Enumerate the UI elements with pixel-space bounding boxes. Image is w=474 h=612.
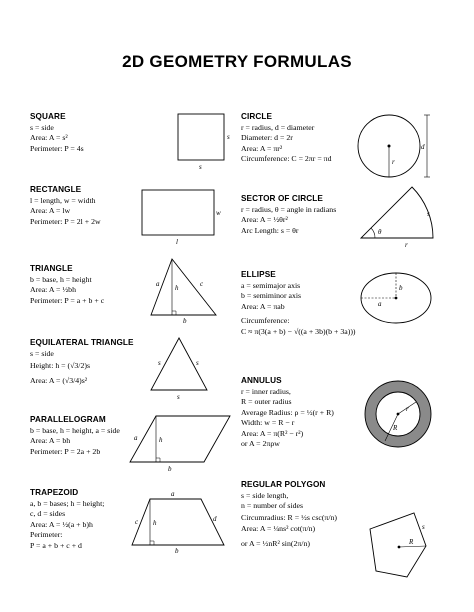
parallelogram-line: b = base, h = height, a = side (30, 426, 120, 435)
svg-text:s: s (427, 210, 430, 218)
annulus-section (241, 376, 334, 449)
square-figure (170, 110, 230, 170)
parallelogram-heading: PARALLELOGRAM (30, 415, 106, 424)
triangle-section (30, 264, 104, 306)
regular-polygon-section (241, 480, 337, 549)
svg-text:b: b (168, 465, 172, 473)
trapezoid-line: P = a + b + c + d (30, 540, 82, 550)
triangle-figure (145, 256, 225, 326)
square-section (30, 112, 84, 154)
rectangle-heading: RECTANGLE (30, 185, 82, 194)
page-title: 2D GEOMETRY FORMULAS (122, 52, 352, 71)
trapezoid-section (30, 488, 104, 551)
sector-heading: SECTOR OF CIRCLE (241, 194, 323, 203)
svg-text:w: w (216, 209, 221, 217)
svg-text:a: a (378, 300, 382, 308)
parallelogram-section (30, 415, 120, 457)
svg-text:R: R (409, 538, 414, 546)
svg-text:s: s (422, 523, 425, 531)
svg-text:a: a (171, 490, 175, 498)
svg-text:s: s (199, 163, 202, 171)
svg-text:h: h (153, 519, 157, 527)
triangle-heading: TRIANGLE (30, 264, 73, 273)
ellipse-line: Area: A = πab (241, 301, 285, 311)
svg-text:s: s (227, 133, 230, 141)
svg-text:s: s (177, 393, 180, 401)
svg-text:r: r (405, 241, 408, 249)
square-line: s = side (30, 123, 54, 132)
ellipse-line: C ≈ π(3(a + b) − √((a + 3b)(b + 3a))) (241, 326, 356, 336)
regular-polygon-figure (362, 505, 442, 590)
annulus-line: r = inner radius, (241, 387, 291, 396)
ellipse-heading: ELLIPSE (241, 270, 276, 279)
regular-polygon-line: Circumradius: R = ½s csc(π/n) (241, 512, 338, 522)
sector-figure (355, 192, 445, 252)
rectangle-figure (135, 186, 225, 246)
equilateral-triangle-line: Height: h = (√3/2)s (30, 361, 90, 371)
ellipse-line: a = semimajor axis (241, 281, 301, 290)
regular-polygon-line: or A = ½nR² sin(2π/n) (241, 538, 310, 548)
svg-text:l: l (176, 238, 178, 246)
svg-text:R: R (393, 424, 398, 432)
svg-text:c: c (135, 518, 139, 526)
equilateral-triangle-figure (145, 332, 215, 402)
circle-line: Circumference: C = 2πr = πd (241, 154, 332, 164)
sector-line: r = radius, θ = angle in radians (241, 205, 337, 214)
circle-line: r = radius, d = diameter (241, 123, 315, 132)
trapezoid-line: Perimeter: (30, 530, 63, 540)
regular-polygon-line: n = number of sides (241, 501, 303, 511)
svg-text:r: r (392, 158, 395, 166)
trapezoid-line: Area: A = ½(a + b)h (30, 519, 93, 529)
rectangle-section (30, 185, 101, 227)
sector-line: Arc Length: s = θr (241, 225, 299, 235)
annulus-line: or A = 2πρw (241, 439, 280, 449)
annulus-line: Average Radius: ρ = ½(r + R) (241, 407, 334, 417)
trapezoid-line: a, b = bases; h = height; (30, 499, 105, 508)
circle-figure (355, 112, 440, 187)
svg-text:s: s (196, 359, 199, 367)
equilateral-triangle-section (30, 338, 134, 386)
triangle-line: Perimeter: P = a + b + c (30, 295, 105, 305)
trapezoid-heading: TRAPEZOID (30, 488, 79, 497)
parallelogram-line: Perimeter: P = 2a + 2b (30, 446, 101, 456)
regular-polygon-heading: REGULAR POLYGON (241, 480, 326, 489)
sector-line: Area: A = ½θr² (241, 215, 288, 225)
svg-text:b: b (183, 317, 187, 325)
circle-line: Area: A = πr² (241, 143, 283, 153)
parallelogram-line: Area: A = bh (30, 436, 71, 446)
ellipse-section (241, 270, 356, 337)
svg-text:b: b (175, 547, 179, 555)
triangle-line: Area: A = ½bh (30, 285, 76, 295)
annulus-line: Width: w = R − r (241, 418, 295, 428)
sector-section (241, 194, 336, 236)
regular-polygon-line: Area: A = ¼ns² cot(π/n) (241, 524, 316, 534)
svg-text:θ: θ (378, 228, 382, 236)
parallelogram-figure (128, 410, 238, 475)
ellipse-line: Circumference: (241, 316, 290, 326)
triangle-line: b = base, h = height (30, 275, 92, 284)
svg-text:b: b (399, 284, 403, 292)
regular-polygon-line: s = side length, (241, 491, 289, 500)
square-line: Area: A = s² (30, 133, 68, 143)
svg-text:d: d (213, 515, 217, 523)
svg-text:c: c (200, 280, 204, 288)
annulus-line: R = outer radius (241, 397, 292, 407)
square-heading: SQUARE (30, 112, 66, 121)
square-line: Perimeter: P = 4s (30, 143, 84, 153)
trapezoid-figure (128, 487, 228, 557)
annulus-figure (362, 378, 437, 453)
circle-line: Diameter: d = 2r (241, 133, 293, 143)
svg-text:h: h (159, 436, 163, 444)
rectangle-line: l = length, w = width (30, 196, 96, 205)
circle-heading: CIRCLE (241, 112, 273, 121)
rectangle-line: Perimeter: P = 2l + 2w (30, 216, 101, 226)
rectangle-line: Area: A = lw (30, 206, 71, 216)
equilateral-triangle-heading: EQUILATERAL TRIANGLE (30, 338, 134, 347)
svg-text:d: d (421, 143, 425, 151)
annulus-line: Area: A = π(R² − r²) (241, 428, 304, 438)
trapezoid-line: c, d = sides (30, 509, 66, 519)
svg-text:h: h (175, 284, 179, 292)
svg-text:r: r (406, 405, 409, 413)
ellipse-figure (358, 268, 438, 328)
ellipse-line: b = semiminor axis (241, 291, 302, 301)
equilateral-triangle-line: s = side (30, 349, 54, 358)
svg-text:s: s (158, 359, 161, 367)
annulus-heading: ANNULUS (241, 376, 282, 385)
svg-text:a: a (134, 434, 138, 442)
circle-section (241, 112, 332, 165)
equilateral-triangle-line: Area: A = (√3/4)s² (30, 375, 88, 385)
svg-text:a: a (156, 280, 160, 288)
